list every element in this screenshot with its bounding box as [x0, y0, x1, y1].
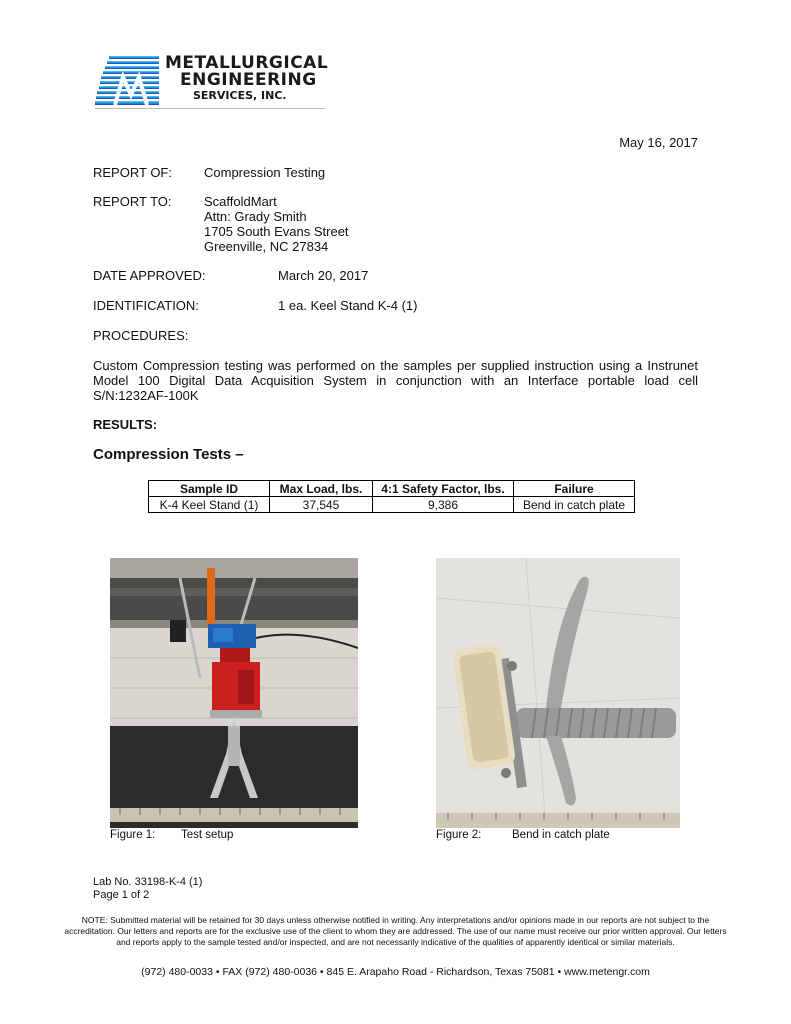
table-cell: Bend in catch plate [514, 497, 635, 513]
figure-2-number: Figure 2: [436, 829, 482, 841]
column-header: 4:1 Safety Factor, lbs. [373, 481, 514, 497]
section-title: Compression Tests – [93, 446, 244, 463]
table-row [149, 497, 635, 513]
address-line: 1705 South Evans Street [204, 224, 349, 239]
figure-1-caption: Test setup [181, 829, 234, 841]
address-line: Greenville, NC 27834 [204, 239, 329, 254]
company-name-line1: METALLURGICAL [165, 53, 329, 73]
column-header: Failure [514, 481, 635, 497]
date-approved-label: DATE APPROVED: [93, 268, 206, 283]
address-line: Attn: Grady Smith [204, 209, 307, 224]
report-to-label: REPORT TO: [93, 194, 172, 209]
identification-label: IDENTIFICATION: [93, 298, 199, 313]
identification-value: 1 ea. Keel Stand K-4 (1) [278, 298, 418, 313]
lab-number: Lab No. 33198-K-4 (1) [93, 876, 203, 888]
contact-footer: (972) 480-0033 • FAX (972) 480-0036 • 845 E. Arapaho Road - Richardson, Texas 75081 • www.metengr.com [141, 966, 650, 978]
procedures-text: Custom Compression testing was performed on the samples per supplied instruction using a Instrunet Model 100 Digital Data Acquisition System in conjunction with an Interface portable load cell S/N:1232AF-100K [93, 358, 698, 403]
catch-plate-image [436, 558, 680, 828]
address-line: ScaffoldMart [204, 194, 277, 209]
figure-1-number: Figure 1: [110, 829, 156, 841]
company-logo [95, 55, 330, 110]
results-label: RESULTS: [93, 417, 158, 432]
column-header: Max Load, lbs. [270, 481, 373, 497]
mes-logo-mark-icon [95, 55, 165, 107]
figure-1-photo [110, 558, 358, 828]
company-name-line3: SERVICES, INC. [193, 89, 287, 102]
table-cell: K-4 Keel Stand (1) [149, 497, 270, 513]
table-cell: 37,545 [270, 497, 373, 513]
report-date: May 16, 2017 [619, 135, 698, 150]
report-to-address [204, 194, 349, 254]
logo-divider [95, 108, 325, 109]
results-table [148, 480, 635, 513]
lab-info [93, 876, 202, 902]
test-setup-image [110, 558, 358, 828]
company-name-line2: ENGINEERING [180, 70, 317, 90]
report-of-label: REPORT OF: [93, 165, 172, 180]
procedures-label: PROCEDURES: [93, 328, 189, 343]
table-header-row [149, 481, 635, 497]
column-header: Sample ID [149, 481, 270, 497]
company-name [165, 55, 328, 103]
table-cell: 9,386 [373, 497, 514, 513]
page-number: Page 1 of 2 [93, 889, 150, 901]
date-approved-value: March 20, 2017 [278, 268, 369, 283]
figure-2-photo [436, 558, 680, 828]
figure-2-caption: Bend in catch plate [512, 829, 610, 841]
report-of-value: Compression Testing [204, 165, 326, 180]
legal-note: NOTE: Submitted material will be retained for 30 days unless otherwise notified in writing. Any interpretations and/or opinions made in our reports are not subject to the accreditation. Our letters and reports are for the exclusive use of the client to whom they are addressed. The use of our name must receive our prior written approval. Our letters and reports apply to the sample tested and/or inspected, and are not necessarily indicative of the qualities of apparently identical or similar materials. [64, 915, 727, 947]
